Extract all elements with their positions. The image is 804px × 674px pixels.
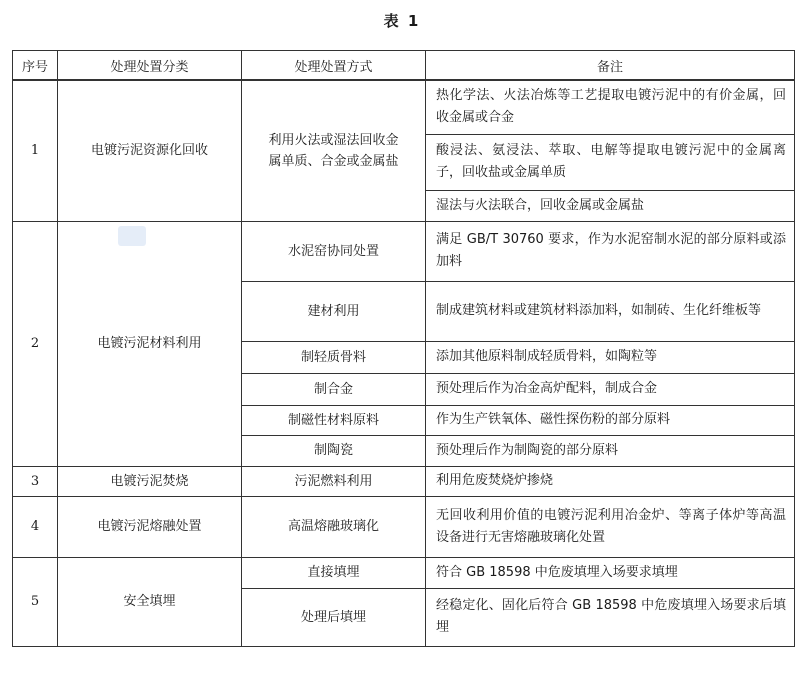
disposal-table: [12, 50, 795, 647]
row-note: 满足 GB/T 30760 要求，作为水泥窑制水泥的部分原料或添加料: [426, 221, 795, 281]
row-note: 添加其他原料制成轻质骨料，如陶粒等: [426, 341, 795, 373]
row-note: 无回收利用价值的电镀污泥利用冶金炉、等离子体炉等高温设备进行无害熔融玻璃化处置: [426, 496, 795, 557]
row-method: 制陶瓷: [242, 435, 426, 466]
table-row: [13, 557, 795, 588]
row-note: 湿法与火法联合，回收金属或金属盐: [426, 190, 795, 221]
header-category: 处理处置分类: [58, 51, 242, 81]
row-method: 直接填埋: [242, 557, 426, 588]
row-number: 4: [13, 496, 58, 557]
table-row: [13, 466, 795, 496]
row-note: 酸浸法、氨浸法、萃取、电解等提取电镀污泥中的金属离子，回收盐或金属单质: [426, 134, 795, 190]
row-note: 预处理后作为冶金高炉配料，制成合金: [426, 373, 795, 405]
row-method: 建材利用: [242, 281, 426, 341]
row-number: 2: [13, 221, 58, 466]
row-note: 符合 GB 18598 中危废填埋入场要求填埋: [426, 557, 795, 588]
row-note: 预处理后作为制陶瓷的部分原料: [426, 435, 795, 466]
row-method: 处理后填埋: [242, 588, 426, 646]
header-method: 处理处置方式: [242, 51, 426, 81]
row-note: 制成建筑材料或建筑材料添加料，如制砖、生化纤维板等: [426, 281, 795, 341]
row-method: 高温熔融玻璃化: [242, 496, 426, 557]
row-category: 电镀污泥焚烧: [58, 466, 242, 496]
row-category: 电镀污泥熔融处置: [58, 496, 242, 557]
row-category: 电镀污泥材料利用: [58, 221, 242, 466]
table-row: [13, 496, 795, 557]
header-note: 备注: [426, 51, 795, 81]
table-row: [13, 80, 795, 134]
row-method: 水泥窑协同处置: [242, 221, 426, 281]
row-method: 制合金: [242, 373, 426, 405]
row-category: 电镀污泥资源化回收: [58, 80, 242, 221]
table-title: 表 1: [383, 12, 421, 30]
row-note: 热化学法、火法冶炼等工艺提取电镀污泥中的有价金属，回收金属或合金: [426, 80, 795, 134]
row-method: 污泥燃料利用: [242, 466, 426, 496]
row-number: 5: [13, 557, 58, 646]
watermark-logo: [118, 226, 146, 246]
row-note: 利用危废焚烧炉掺烧: [426, 466, 795, 496]
header-no: 序号: [13, 51, 58, 81]
row-method: 利用火法或湿法回收金属单质、合金或金属盐: [242, 80, 426, 221]
row-number: 1: [13, 80, 58, 221]
row-note: 经稳定化、固化后符合 GB 18598 中危废填埋入场要求后填埋: [426, 588, 795, 646]
row-number: 3: [13, 466, 58, 496]
header-row: [13, 51, 795, 81]
row-method: 制轻质骨料: [242, 341, 426, 373]
row-category: 安全填埋: [58, 557, 242, 646]
row-method: 制磁性材料原料: [242, 405, 426, 435]
row-note: 作为生产铁氧体、磁性探伤粉的部分原料: [426, 405, 795, 435]
